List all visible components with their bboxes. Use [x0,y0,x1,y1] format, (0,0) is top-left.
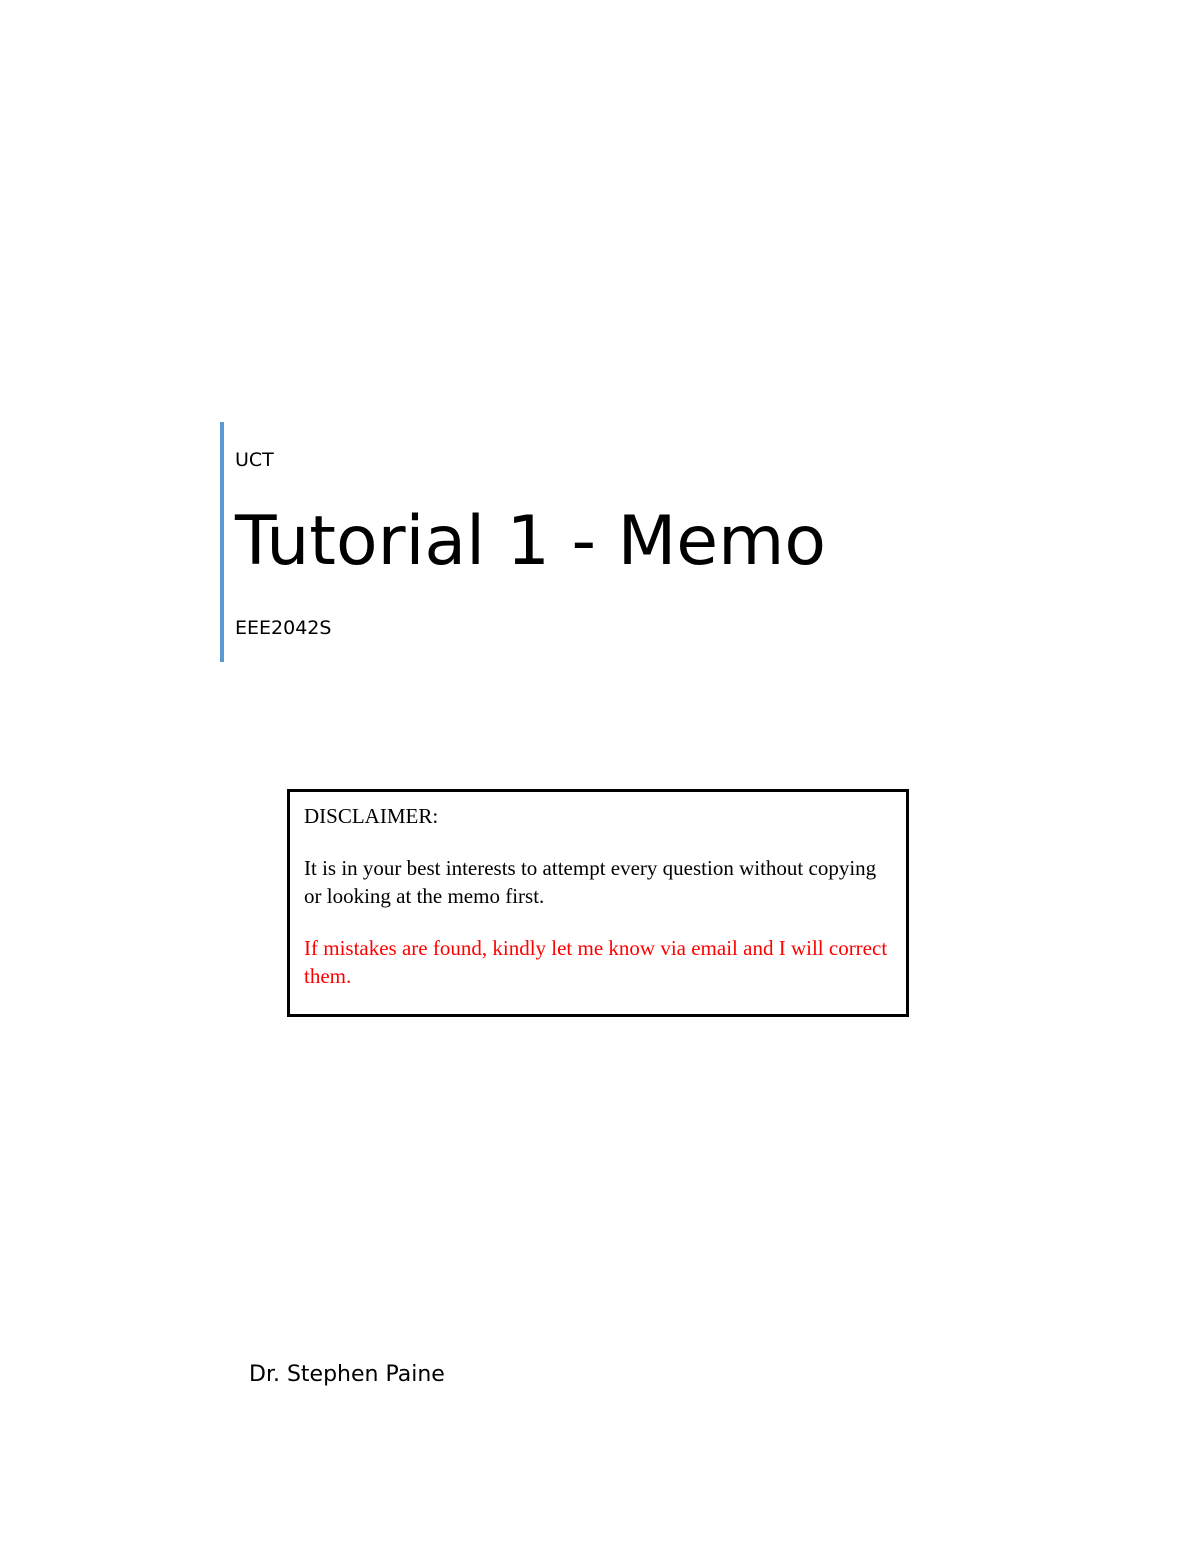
disclaimer-note: If mistakes are found, kindly let me know via email and I will correct them. [304,936,888,988]
disclaimer-content [304,802,892,990]
course-code: EEE2042S [235,617,332,639]
accent-bar [220,422,224,662]
disclaimer-heading: DISCLAIMER: [304,804,439,828]
disclaimer-body: It is in your best interests to attempt every question without copying or looking at the memo first. [304,856,877,908]
organization-label: UCT [235,449,274,471]
disclaimer-box [287,789,909,1017]
cover-block [220,422,920,662]
document-title: Tutorial 1 - Memo [235,502,826,581]
author-name: Dr. Stephen Paine [249,1362,445,1387]
